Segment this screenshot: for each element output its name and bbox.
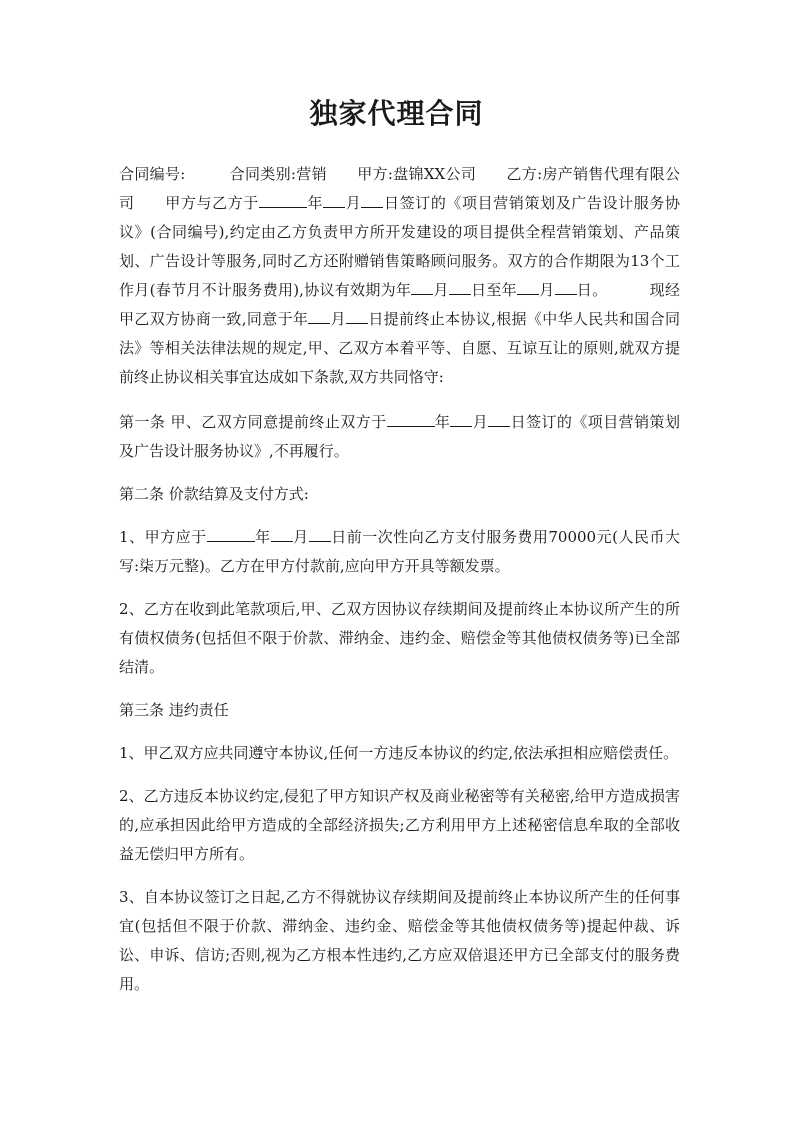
intro-text: 日至年 <box>470 281 517 299</box>
blank-month <box>308 308 330 324</box>
contract-type: 合同类别:营销 <box>229 165 327 183</box>
intro-text: 现经甲乙双方协商一致,同意于年 <box>119 281 680 328</box>
intro-text: 甲方与乙方于 <box>164 194 259 212</box>
blank-day <box>488 411 510 427</box>
contract-no-label: 合同编号: <box>119 165 186 183</box>
year-label: 年 <box>306 194 324 212</box>
article-2-item-1-text: 日前一次性向乙方支付服务费用70000元(人民币大写:柒万元整)。乙方在甲方付款前,应向甲方开具等额发票。 <box>119 528 680 575</box>
intro-text: 日。 <box>576 281 608 299</box>
blank-year <box>259 192 307 208</box>
month-label: 月 <box>292 528 309 546</box>
intro-paragraph <box>119 160 680 392</box>
intro-text: 日提前终止本协议,根据《中华人民共和国合同法》等相关法律法规的规定,甲、乙双方本着平等、自愿、互谅互让的原则,就双方提前终止协议相关事宜达成如下条款,双方共同恪守: <box>119 310 680 386</box>
article-3-item-3: 3、自本协议签订之日起,乙方不得就协议存续期间及提前终止本协议所产生的任何事宜(包括但不限于价款、滞纳金、违约金、赔偿金等其他债权债务等)提起仲裁、诉讼、申诉、信访;否则,视为乙方根本性违约,乙方应双倍退还甲方已全部支付的服务费用。 <box>119 888 680 993</box>
month-label: 月 <box>330 310 346 328</box>
party-b-suffix: 公司 <box>119 165 680 212</box>
blank-year <box>207 526 255 542</box>
month-label: 月 <box>472 413 489 431</box>
article-1-text: 日签订的《项目营销策划及广告设计服务协议》,不再履行。 <box>119 413 680 460</box>
article-2-item-1-text: 1、甲方应于 <box>119 528 207 546</box>
party-b: 乙方:房产销售代理有限 <box>506 165 665 183</box>
article-3-item-1: 1、甲乙双方应共同遵守本协议,任何一方违反本协议的约定,依法承担相应赔偿责任。 <box>119 744 679 762</box>
blank-month <box>323 192 345 208</box>
document-body <box>119 160 680 1013</box>
article-3-item-2: 2、乙方违反本协议约定,侵犯了甲方知识产权及商业秘密等有关秘密,给甲方造成损害的,应承担因此给甲方造成的全部经济损失;乙方利用甲方上述秘密信息牟取的全部收益无偿归甲方所有。 <box>119 787 680 863</box>
blank-day <box>449 279 471 295</box>
article-3-heading: 第三条 违约责任 <box>119 701 229 719</box>
year-label: 年 <box>434 413 451 431</box>
blank-day <box>555 279 577 295</box>
blank-month <box>517 279 539 295</box>
blank-year <box>387 411 435 427</box>
year-label: 年 <box>254 528 271 546</box>
blank-day <box>309 526 331 542</box>
blank-day <box>361 192 383 208</box>
intro-text: 日签订的《项目营销策划及广告设计服务协议》(合同编号),约定由乙方负责甲方所开发建设的项目提供全程营销策划、产品策划、广告设计等服务,同时乙方还附赠销售策略顾问服务。双方的合作期限为13个工作月(春节月不计服务费用),协议有效期为年 <box>119 194 680 299</box>
month-label: 月 <box>345 194 362 212</box>
party-a: 甲方:盘锦XX公司 <box>356 165 477 183</box>
blank-day <box>346 308 368 324</box>
blank-month <box>450 411 472 427</box>
article-2-item-1 <box>119 523 680 581</box>
article-2-heading: 第二条 价款结算及支付方式: <box>119 485 309 503</box>
article-1-text: 第一条 甲、乙双方同意提前终止双方于 <box>119 413 387 431</box>
article-1 <box>119 408 680 466</box>
month-label: 月 <box>538 281 555 299</box>
document-title: 独家代理合同 <box>309 97 484 130</box>
blank-month <box>411 279 433 295</box>
article-2-item-2: 2、乙方在收到此笔款项后,甲、乙双方因协议存续期间及提前终止本协议所产生的所有债权债务(包括但不限于价款、滞纳金、违约金、赔偿金等其他债权债务等)已全部结清。 <box>119 600 680 676</box>
month-label: 月 <box>433 281 449 299</box>
blank-month <box>271 526 293 542</box>
